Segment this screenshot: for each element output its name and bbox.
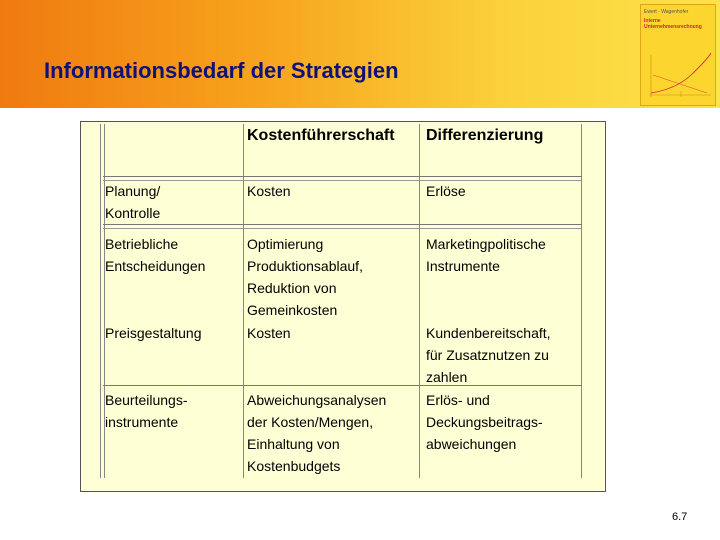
slide-title: Informationsbedarf der Strategien	[44, 58, 399, 83]
table-cell: Kosten	[247, 325, 291, 341]
table-cell: Erlös- und Deckungsbeitrags- abweichungen	[426, 392, 543, 452]
table-divider	[419, 124, 420, 478]
column-header-kostenfuehrerschaft: Kostenführerschaft	[247, 127, 395, 144]
table-divider	[100, 124, 101, 478]
table-cell: Erlöse	[426, 183, 466, 199]
row-label-planung: Planung/ Kontrolle	[105, 183, 161, 221]
header-band	[0, 0, 720, 108]
table-cell: Kundenbereitschaft, für Zusatznutzen zu zahlen	[426, 325, 551, 385]
book-cover-graphic	[641, 5, 717, 107]
table-cell: Kosten	[247, 183, 291, 199]
page-number: 6.7	[672, 511, 688, 523]
book-title-line1: Interne	[644, 18, 661, 24]
book-author: Ewert · Wagenhofer	[644, 9, 689, 15]
row-label-beurteilung: Beurteilungs- instrumente	[105, 392, 188, 430]
table-divider	[103, 176, 582, 177]
book-cover-image	[640, 4, 716, 106]
table-cell: Abweichungsanalysen der Kosten/Mengen, Einhaltung von Kostenbudgets	[247, 392, 387, 474]
row-label-preisgestaltung: Preisgestaltung	[105, 325, 202, 341]
column-header-differenzierung: Differenzierung	[426, 127, 544, 144]
table-divider	[103, 228, 582, 229]
table-divider	[243, 124, 244, 478]
row-label-entscheidungen: Betriebliche Entscheidungen	[105, 236, 206, 274]
table-divider	[103, 224, 582, 225]
book-title-line2: Unternehmensrechnung	[644, 24, 702, 30]
table-cell: Optimierung Produktionsablauf, Reduktion von Gemeinkosten	[247, 236, 363, 318]
table-cell: Marketingpolitische Instrumente	[426, 236, 546, 274]
